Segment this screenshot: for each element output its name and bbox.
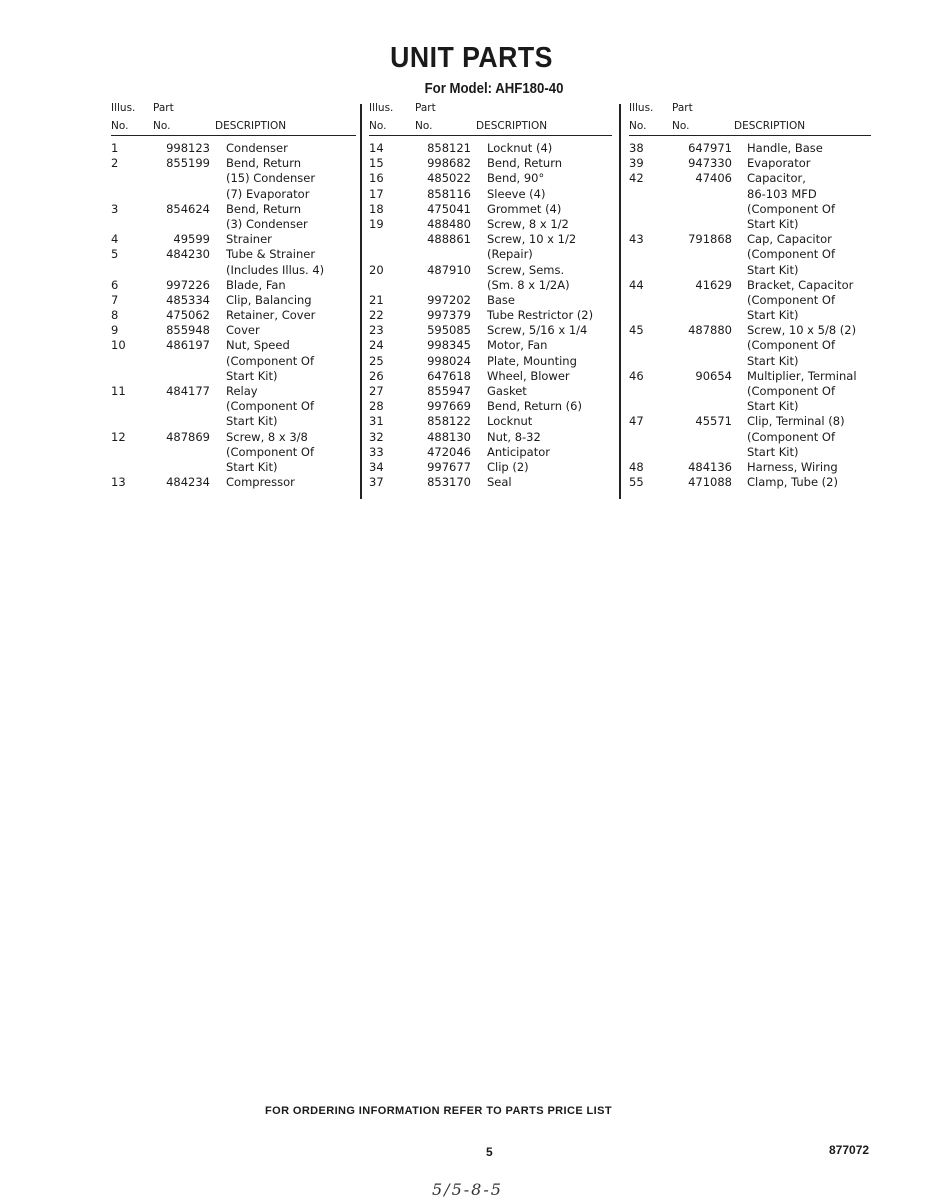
illus-number: 25 [369,353,384,368]
part-number: 486197 [166,338,210,353]
description-line: Motor, Fan [487,338,548,353]
page-number: 5 [486,1145,493,1159]
illus-number: 5 [111,247,119,262]
description-line: Evaporator [747,156,811,171]
part-number: 488130 [427,429,471,444]
part-description [226,202,356,232]
part-row [629,323,871,369]
part-number: 853170 [427,475,471,490]
part-number: 488480 [427,216,471,231]
part-description [747,141,871,156]
part-description [226,278,356,293]
illus-number: 16 [369,171,384,186]
model-subtitle: For Model: AHF180-40 [424,80,564,97]
part-no-header: No. [415,120,433,132]
part-row [629,141,871,156]
part-number: 947330 [688,156,732,171]
description-line: Blade, Fan [226,277,286,292]
part-row [369,399,612,414]
illus-number: 32 [369,429,384,444]
part-row [369,414,612,429]
illus-number: 21 [369,292,384,307]
part-number: 488861 [427,232,471,247]
illus-number: 3 [111,201,119,216]
illus-number: 6 [111,277,119,292]
illus-number: 47 [629,414,644,429]
part-description [487,369,612,384]
part-number: 647618 [427,368,471,383]
part-row [369,217,612,232]
parts-column-3 [629,102,871,490]
part-row [369,460,612,475]
part-row [111,156,356,202]
description-header: DESCRIPTION [215,120,287,132]
illus-number: 46 [629,368,644,383]
part-row [629,460,871,475]
part-number: 998123 [166,141,210,155]
illus-number: 8 [111,308,119,323]
part-number: 472046 [427,444,471,459]
description-line: Anticipator [487,444,550,459]
part-description [747,475,871,490]
part-row [629,369,871,415]
part-number: 858116 [427,186,471,201]
part-description [487,232,612,262]
part-row [111,293,356,308]
part-description [487,171,612,186]
illus-number: 14 [369,141,384,155]
description-line: (Component Of [747,429,836,444]
illus-number: 33 [369,444,384,459]
illus-number: 10 [111,338,126,353]
description-line: Sleeve (4) [487,186,546,201]
part-row [629,278,871,324]
description-line: Tube & Strainer [226,247,316,262]
part-row [629,475,871,490]
description-header: DESCRIPTION [476,120,548,132]
illus-number: 38 [629,141,644,155]
part-number: 998024 [427,353,471,368]
part-description [226,338,356,384]
illus-number: 37 [369,475,384,490]
header-rule [629,135,871,136]
illus-number: 20 [369,262,384,277]
part-description [226,323,356,338]
illus-no-header: No. [629,120,647,132]
part-number: 487869 [166,429,210,444]
part-description [226,232,356,247]
description-line: (Includes Illus. 4) [226,262,325,277]
description-line: Screw, 8 x 1/2 [487,216,569,231]
description-line: Bend, Return [226,156,302,171]
description-line: (3) Condenser [226,216,308,231]
header-rule [111,135,356,136]
description-line: Clip, Balancing [226,292,312,307]
part-number: 855199 [166,156,210,171]
description-line: Start Kit) [747,308,799,323]
ordering-note: FOR ORDERING INFORMATION REFER TO PARTS PRICE LIST [265,1105,612,1117]
part-row [111,232,356,247]
part-row [629,232,871,278]
part-row [629,156,871,171]
part-description [487,460,612,475]
illus-number: 34 [369,459,384,474]
part-row [369,202,612,217]
part-row [369,338,612,353]
part-description [487,141,612,156]
description-line: (Repair) [487,247,533,262]
parts-rows [629,141,871,490]
illus-number: 9 [111,323,119,338]
part-description [226,430,356,476]
part-description [487,308,612,323]
description-line: Strainer [226,232,272,247]
description-line: (15) Condenser [226,171,316,186]
description-line: Gasket [487,384,527,398]
part-row [369,323,612,338]
part-description [487,293,612,308]
description-line: Bend, Return [487,156,563,171]
part-description [487,338,612,353]
description-line: Start Kit) [226,414,278,429]
illus-number: 4 [111,232,119,247]
description-line: Base [487,292,516,307]
part-description [487,384,612,399]
part-description [226,293,356,308]
column-divider [619,104,621,499]
description-line: Condenser [226,141,288,155]
description-line: Start Kit) [747,216,799,231]
part-number: 47406 [695,171,732,186]
part-row [369,293,612,308]
column-divider [360,104,362,499]
column-header [629,102,871,136]
part-description [487,414,612,429]
parts-column-2 [369,102,612,490]
illus-number: 39 [629,156,644,171]
description-line: Clip (2) [487,459,529,474]
part-number: 484136 [688,459,732,474]
part-description [747,460,871,475]
description-line: Compressor [226,475,295,490]
header-rule [369,135,612,136]
part-description [747,156,871,171]
part-row [111,278,356,293]
part-description [487,399,612,414]
description-line: (Component Of [226,353,315,368]
illus-number: 31 [369,414,384,429]
part-number: 41629 [695,277,732,292]
part-number: 858121 [427,141,471,155]
description-line: (7) Evaporator [226,186,310,201]
description-line: Harness, Wiring [747,459,838,474]
part-description [487,202,612,217]
illus-header: Illus. [369,102,394,114]
description-line: Clip, Terminal (8) [747,414,845,429]
part-description [226,141,356,156]
description-line: Retainer, Cover [226,308,316,323]
illus-number: 2 [111,156,119,171]
part-row [369,430,612,445]
part-number: 485334 [166,292,210,307]
part-description [226,384,356,430]
part-no-header: No. [672,120,690,132]
description-line: Screw, 5/16 x 1/4 [487,323,588,338]
description-line: Start Kit) [226,459,278,474]
part-description [226,475,356,490]
parts-column-1 [111,102,356,490]
part-header: Part [672,102,693,114]
description-line: Bend, Return (6) [487,399,582,414]
part-no-header: No. [153,120,171,132]
description-line: Multiplier, Terminal [747,368,857,383]
illus-number: 22 [369,308,384,323]
description-line: (Sm. 8 x 1/2A) [487,277,570,292]
part-number: 854624 [166,201,210,216]
part-number: 485022 [427,171,471,186]
part-row [111,323,356,338]
illus-header: Illus. [629,102,654,114]
illus-number: 48 [629,459,644,474]
part-row [369,354,612,369]
part-number: 855947 [427,384,471,398]
description-line: Start Kit) [226,368,278,383]
part-number: 90654 [695,368,732,383]
part-row [111,384,356,430]
illus-no-header: No. [111,120,129,132]
illus-number: 24 [369,338,384,353]
part-description [487,445,612,460]
description-line: Bracket, Capacitor [747,277,854,292]
parts-rows [369,141,612,490]
illus-no-header: No. [369,120,387,132]
part-number: 998682 [427,156,471,171]
part-description [487,323,612,338]
description-line: Relay [226,384,258,398]
part-number: 997226 [166,277,210,292]
part-description [487,263,612,293]
part-row [369,171,612,186]
illus-number: 19 [369,216,384,231]
description-line: Screw, 10 x 1/2 [487,232,577,247]
description-line: Bend, Return [226,201,302,216]
description-line: (Component Of [226,444,315,459]
part-row [111,202,356,232]
part-description [747,232,871,278]
description-line: (Component Of [747,338,836,353]
description-line: Start Kit) [747,262,799,277]
description-header: DESCRIPTION [734,120,806,132]
description-line: Locknut (4) [487,141,553,155]
part-number: 471088 [688,475,732,490]
part-row [369,384,612,399]
description-line: (Component Of [226,399,315,414]
description-line: Plate, Mounting [487,353,577,368]
description-line: (Component Of [747,247,836,262]
part-row [369,156,612,171]
part-number: 475062 [166,308,210,323]
part-row [369,445,612,460]
part-description [487,430,612,445]
part-number: 998345 [427,338,471,353]
part-number: 997379 [427,308,471,323]
part-number: 45571 [695,414,732,429]
part-description [226,156,356,202]
part-number: 487880 [688,323,732,338]
illus-number: 12 [111,429,126,444]
part-row [111,338,356,384]
illus-number: 44 [629,277,644,292]
description-line: Start Kit) [747,444,799,459]
illus-number: 42 [629,171,644,186]
part-row [369,369,612,384]
illus-number: 17 [369,186,384,201]
part-description [747,278,871,324]
part-description [487,475,612,490]
part-number: 484177 [166,384,210,398]
part-row [369,232,612,262]
illus-number: 26 [369,368,384,383]
description-line: Nut, Speed [226,338,290,353]
description-line: Cover [226,323,260,338]
illus-number: 11 [111,384,126,398]
part-row [369,187,612,202]
description-line: Wheel, Blower [487,368,570,383]
document-number: 877072 [829,1143,870,1157]
description-line: Locknut [487,414,533,429]
page-title: UNIT PARTS [390,42,553,74]
description-line: Tube Restrictor (2) [487,308,594,323]
part-number: 997669 [427,399,471,414]
part-row [111,308,356,323]
illus-number: 43 [629,232,644,247]
part-header: Part [415,102,436,114]
description-line: Cap, Capacitor [747,232,832,247]
part-description [487,354,612,369]
illus-number: 1 [111,141,119,155]
part-description [487,156,612,171]
part-number: 858122 [427,414,471,429]
column-header [111,102,356,136]
part-number: 647971 [688,141,732,155]
description-line: Start Kit) [747,399,799,414]
part-row [111,475,356,490]
part-row [369,141,612,156]
part-number: 475041 [427,201,471,216]
parts-rows [111,141,356,490]
part-row [629,414,871,460]
part-number: 595085 [427,323,471,338]
illus-number: 7 [111,292,119,307]
part-number: 49599 [173,232,210,247]
illus-number: 45 [629,323,644,338]
illus-number: 27 [369,384,384,398]
part-row [369,308,612,323]
part-number: 484230 [166,247,210,262]
illus-header: Illus. [111,102,136,114]
part-row [111,141,356,156]
part-row [111,247,356,277]
illus-number: 13 [111,475,126,490]
part-row [111,430,356,476]
description-line: Screw, Sems. [487,262,565,277]
illus-number: 18 [369,201,384,216]
part-number: 791868 [688,232,732,247]
part-row [369,475,612,490]
part-description [747,323,871,369]
description-line: Screw, 10 x 5/8 (2) [747,323,857,338]
description-line: (Component Of [747,384,836,398]
description-line: (Component Of [747,201,836,216]
illus-number: 15 [369,156,384,171]
description-line: Grommet (4) [487,201,562,216]
part-description [747,414,871,460]
illus-number: 23 [369,323,384,338]
description-line: Bend, 90° [487,171,545,186]
part-number: 855948 [166,323,210,338]
description-line: 86-103 MFD [747,186,817,201]
part-description [747,171,871,232]
description-line: Capacitor, [747,171,806,186]
part-number: 997202 [427,292,471,307]
description-line: Nut, 8-32 [487,429,541,444]
part-description [226,308,356,323]
column-header [369,102,612,136]
part-row [629,171,871,232]
part-number: 487910 [427,262,471,277]
part-description [226,247,356,277]
part-row [369,263,612,293]
handwritten-note: 5/5-8-5 [432,1180,503,1199]
description-line: Seal [487,475,512,490]
part-header: Part [153,102,174,114]
part-number: 484234 [166,475,210,490]
part-description [747,369,871,415]
part-description [487,217,612,232]
description-line: Start Kit) [747,353,799,368]
description-line: (Component Of [747,292,836,307]
part-number: 997677 [427,459,471,474]
description-line: Screw, 8 x 3/8 [226,429,308,444]
part-description [487,187,612,202]
illus-number: 55 [629,475,644,490]
description-line: Handle, Base [747,141,823,155]
illus-number: 28 [369,399,384,414]
description-line: Clamp, Tube (2) [747,475,838,490]
